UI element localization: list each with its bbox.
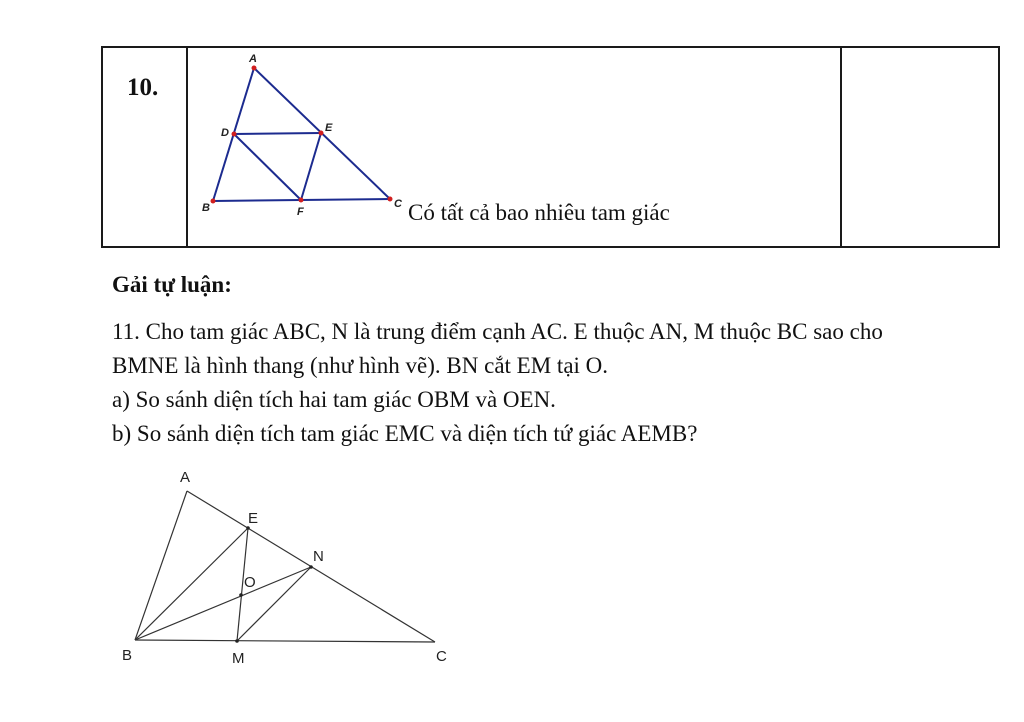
point-o	[239, 593, 243, 597]
problem-part-a: a) So sánh diện tích hai tam giác OBM và OEN.	[112, 387, 556, 412]
point-d	[232, 132, 237, 137]
segment-df	[234, 134, 301, 200]
table-column-divider	[840, 48, 842, 246]
trapezoid-figure-q11	[110, 462, 470, 672]
segment-ab	[135, 491, 187, 640]
label-a: A	[180, 469, 191, 486]
table-column-divider	[186, 48, 188, 246]
label-f: F	[297, 206, 304, 218]
triangle-figure-q10	[195, 50, 410, 225]
label-n: N	[313, 548, 324, 565]
point-b	[211, 199, 216, 204]
label-m: M	[232, 650, 245, 667]
label-b: B	[122, 647, 133, 664]
problem-11	[112, 315, 883, 451]
point-c	[388, 197, 393, 202]
problem-line-2: BMNE là hình thang (như hình vẽ). BN cắt EM tại O.	[112, 353, 609, 378]
point-e	[319, 131, 324, 136]
point-f	[299, 198, 304, 203]
question-number: 10.	[127, 74, 159, 101]
section-title: Gải tự luận:	[112, 272, 232, 297]
problem-line-1: 11. Cho tam giác ABC, N là trung điểm cạnh AC. E thuộc AN, M thuộc BC sao cho	[112, 319, 883, 344]
segment-ef	[301, 133, 321, 200]
label-a: A	[249, 53, 257, 65]
point-m	[235, 639, 239, 643]
point-a	[252, 66, 257, 71]
segment-bn	[135, 567, 311, 640]
segment-bc	[135, 640, 435, 642]
segment-de	[234, 133, 321, 134]
label-c: C	[436, 648, 447, 665]
label-o: O	[244, 574, 256, 591]
problem-part-b: b) So sánh diện tích tam giác EMC và diện tích tứ giác AEMB?	[112, 421, 698, 446]
segment-be	[135, 528, 248, 640]
label-d: D	[221, 127, 229, 139]
point-n	[309, 565, 313, 569]
label-c: C	[394, 198, 402, 210]
label-e: E	[248, 510, 259, 527]
label-b: B	[202, 202, 210, 214]
label-e: E	[325, 122, 333, 134]
question-text: Có tất cả bao nhiêu tam giác	[408, 200, 670, 225]
